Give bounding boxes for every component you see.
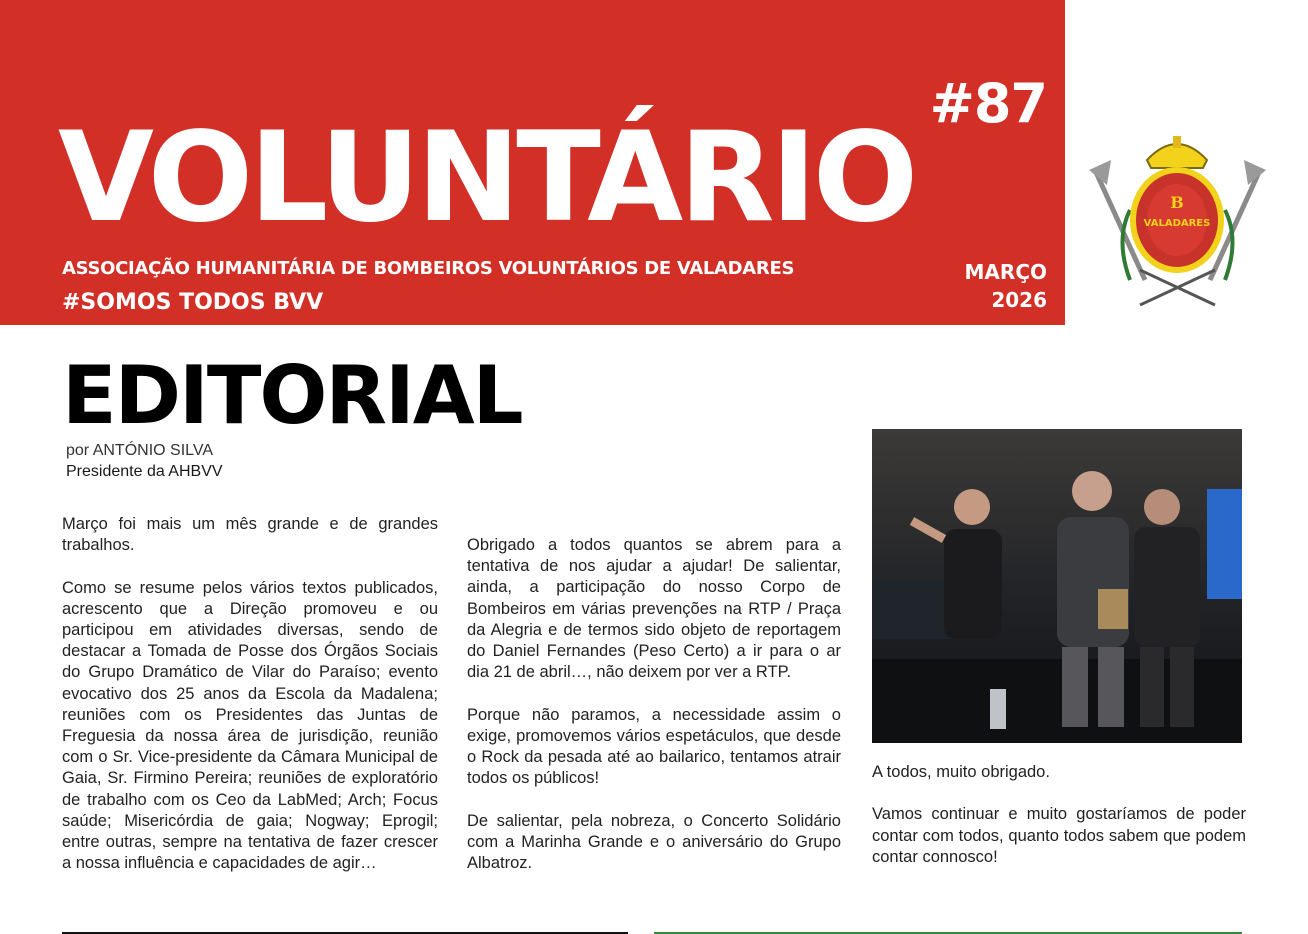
author-role: Presidente da AHBVV [66, 463, 223, 480]
issue-number: #87 [929, 72, 1047, 135]
editorial-title: EDITORIAL [62, 349, 522, 442]
paragraph: A todos, muito obrigado. [872, 763, 1050, 781]
article-column-2 [467, 535, 841, 895]
article-column-3 [872, 762, 1246, 889]
paragraph: Obrigado a todos quantos se abrem para a tentativa de nos ajudar a ajudar! De salientar, ainda, a participação do nosso Corpo de Bombeiros em várias prevenções na RTP / Praça da Alegria e de termos sido objeto de reportagem do Daniel Fernandes (Peso Certo) a ir para o ar dia 21 de abril…, não deixem por ver a RTP. [467, 536, 841, 682]
issue-date [965, 258, 1047, 314]
masthead-title: VOLUNTÁRIO [58, 106, 915, 250]
article-column-1 [62, 514, 438, 896]
byline [66, 440, 223, 482]
event-photo [872, 429, 1242, 743]
crest-text: VALADARES [1143, 218, 1211, 229]
issue-month: MARÇO [964, 260, 1047, 284]
header-banner [0, 0, 1065, 325]
fire-brigade-crest-logo [1085, 130, 1270, 320]
paragraph: Porque não paramos, a necessidade assim o exige, promovemos vários espetáculos, que desde o Rock da pesada até ao bailarico, tentamos atrair todos os públicos! [467, 705, 841, 788]
association-name: ASSOCIAÇÃO HUMANITÁRIA DE BOMBEIROS VOLUNTÁRIOS DE VALADARES [62, 258, 795, 279]
hashtag: #SOMOS TODOS BVV [62, 290, 324, 315]
byline-prefix: por [66, 442, 90, 459]
paragraph: De salientar, pela nobreza, o Concerto Solidário com a Marinha Grande e o aniversário do Grupo Albatroz. [467, 811, 841, 873]
issue-year: 2026 [991, 288, 1047, 312]
paragraph: Vamos continuar e muito gostaríamos de poder contar com todos, quanto todos sabem que podem contar connosco! [872, 805, 1246, 866]
paragraph: Março foi mais um mês grande e de grandes trabalhos. [62, 515, 438, 555]
svg-text:B: B [1170, 193, 1184, 212]
author-name: ANTÓNIO SILVA [92, 442, 214, 459]
paragraph: Como se resume pelos vários textos publicados, acrescento que a Direção promoveu e ou participou em atividades diversas, sendo de destacar a Tomada de Posse dos Órgãos Sociais do Grupo Dramático de Vilar do Paraíso; evento evocativo dos 25 anos da Escola da Madalena; reuniões com os Presidentes das Juntas de Freguesia da nossa área de jurisdição, reunião com o Sr. Vice-presidente da Câmara Municipal de Gaia, Sr. Firmino Pereira; reuniões de exploratório de trabalho com os Ceo da LabMed; Arch; Focus saúde; Misericórdia de gaia; Nogway; Eprogil; entre outras, sempre na tentativa de fazer crescer a nossa influência e capacidades de agir… [62, 578, 438, 873]
